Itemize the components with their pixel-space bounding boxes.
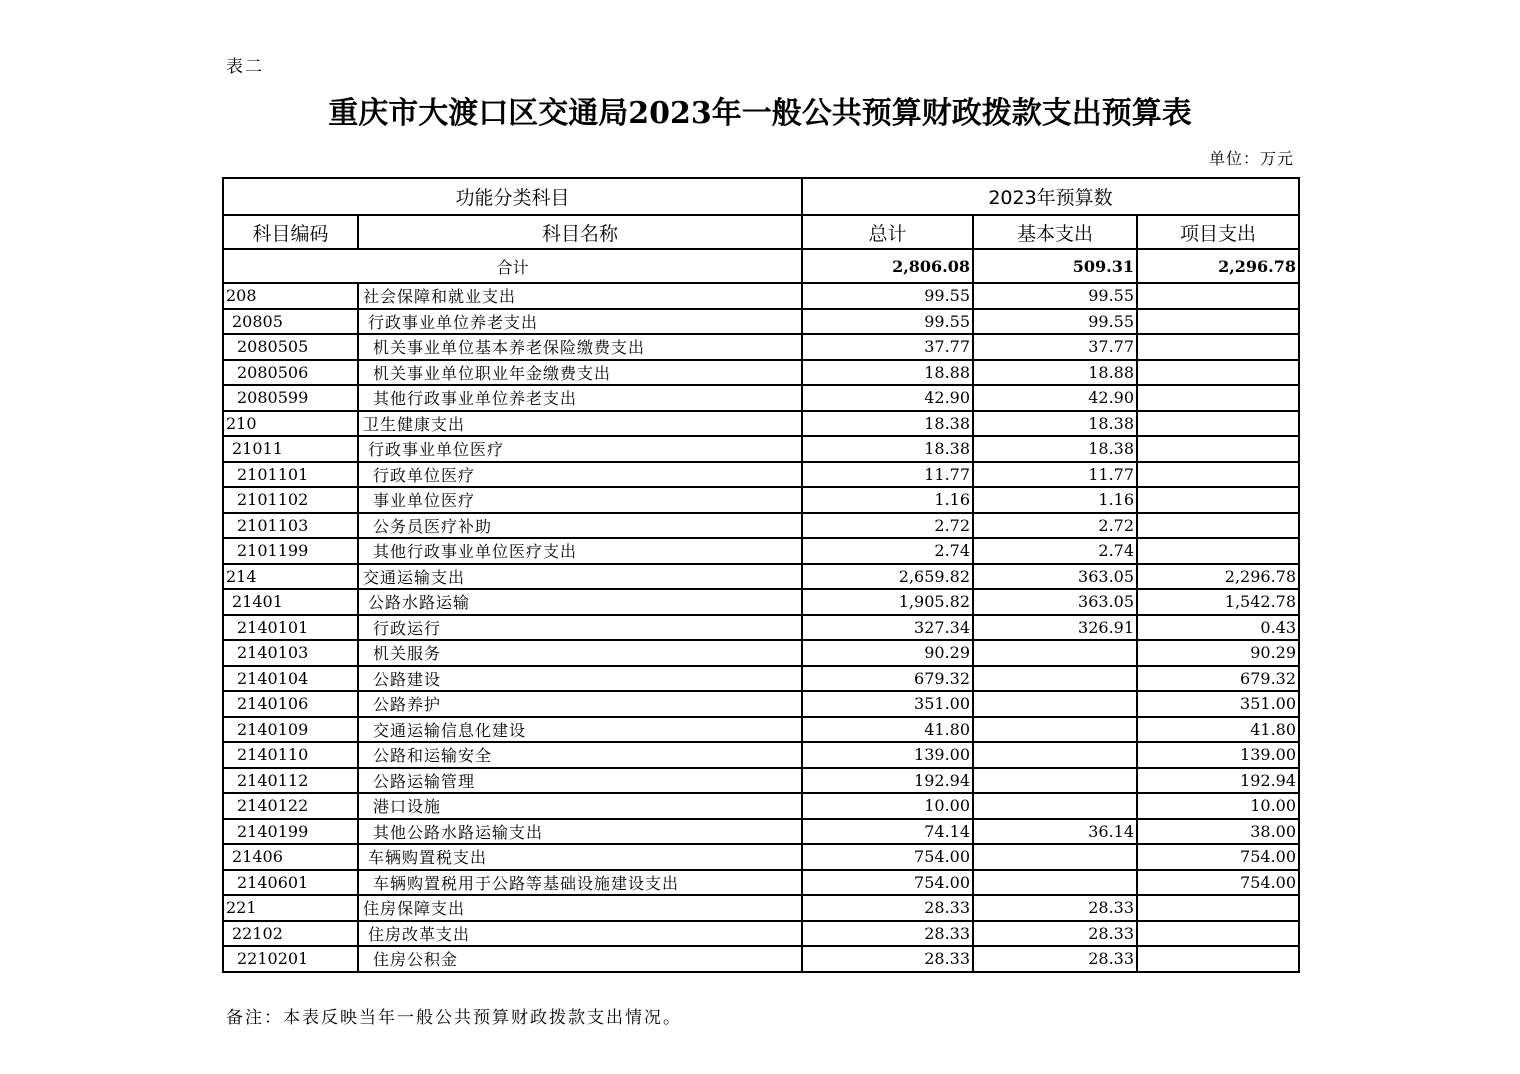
subject-name-cell: 机关事业单位职业年金缴费支出 [358, 360, 802, 386]
total-project: 2,296.78 [1137, 249, 1299, 283]
total-cell: 10.00 [802, 793, 973, 819]
subject-code-cell: 2140110 [223, 742, 358, 768]
table-row [223, 615, 1299, 641]
total-cell: 28.33 [802, 946, 973, 972]
subject-name-cell: 其他公路水路运输支出 [358, 819, 802, 845]
unit-label: 单位：万元 [1208, 149, 1294, 168]
basic-expenditure-cell: 326.91 [973, 615, 1137, 641]
basic-expenditure-cell: 363.05 [973, 564, 1137, 590]
subject-name-cell: 交通运输信息化建设 [358, 717, 802, 743]
header-basic-expenditure: 基本支出 [973, 215, 1137, 249]
basic-expenditure-cell [973, 640, 1137, 666]
project-expenditure-cell [1137, 360, 1299, 386]
subject-name-cell: 交通运输支出 [358, 564, 802, 590]
subject-name-cell: 车辆购置税支出 [358, 844, 802, 870]
total-cell: 2,659.82 [802, 564, 973, 590]
table-row [223, 844, 1299, 870]
basic-expenditure-cell: 2.72 [973, 513, 1137, 539]
subject-code-cell: 21406 [223, 844, 358, 870]
subject-code-cell: 22102 [223, 921, 358, 947]
subject-code-cell: 2140112 [223, 768, 358, 794]
header-total: 总计 [802, 215, 973, 249]
table-row [223, 538, 1299, 564]
project-expenditure-cell: 754.00 [1137, 870, 1299, 896]
total-cell: 90.29 [802, 640, 973, 666]
project-expenditure-cell [1137, 513, 1299, 539]
subject-name-cell: 行政运行 [358, 615, 802, 641]
subject-name-cell: 公务员医疗补助 [358, 513, 802, 539]
total-cell: 192.94 [802, 768, 973, 794]
subject-name-cell: 机关服务 [358, 640, 802, 666]
subject-name-cell: 行政事业单位养老支出 [358, 309, 802, 335]
header-subject-name: 科目名称 [358, 215, 802, 249]
table-row [223, 334, 1299, 360]
project-expenditure-cell [1137, 895, 1299, 921]
header-column-row [223, 215, 1299, 249]
project-expenditure-cell [1137, 436, 1299, 462]
total-basic: 509.31 [973, 249, 1137, 283]
table-row [223, 870, 1299, 896]
basic-expenditure-cell [973, 870, 1137, 896]
subject-name-cell: 其他行政事业单位养老支出 [358, 385, 802, 411]
total-row [223, 249, 1299, 283]
project-expenditure-cell [1137, 309, 1299, 335]
project-expenditure-cell: 139.00 [1137, 742, 1299, 768]
subject-code-cell: 208 [223, 283, 358, 309]
table-row [223, 768, 1299, 794]
table-row [223, 411, 1299, 437]
subject-name-cell: 车辆购置税用于公路等基础设施建设支出 [358, 870, 802, 896]
table-row [223, 385, 1299, 411]
total-cell: 18.38 [802, 436, 973, 462]
table-row [223, 589, 1299, 615]
header-group-row [223, 178, 1299, 215]
table-row [223, 462, 1299, 488]
total-cell: 327.34 [802, 615, 973, 641]
project-expenditure-cell [1137, 385, 1299, 411]
basic-expenditure-cell [973, 844, 1137, 870]
basic-expenditure-cell: 37.77 [973, 334, 1137, 360]
project-expenditure-cell: 0.43 [1137, 615, 1299, 641]
basic-expenditure-cell [973, 717, 1137, 743]
project-expenditure-cell [1137, 334, 1299, 360]
subject-code-cell: 221 [223, 895, 358, 921]
subject-code-cell: 2140199 [223, 819, 358, 845]
table-row [223, 895, 1299, 921]
total-cell: 41.80 [802, 717, 973, 743]
total-cell: 18.38 [802, 411, 973, 437]
total-cell: 28.33 [802, 921, 973, 947]
total-cell: 1,905.82 [802, 589, 973, 615]
table-row [223, 921, 1299, 947]
table-row [223, 487, 1299, 513]
subject-name-cell: 公路水路运输 [358, 589, 802, 615]
table-row [223, 436, 1299, 462]
project-expenditure-cell [1137, 538, 1299, 564]
table-row [223, 309, 1299, 335]
subject-name-cell: 住房公积金 [358, 946, 802, 972]
page-title: 重庆市大渡口区交通局2023年一般公共预算财政拨款支出预算表 [328, 96, 1192, 131]
basic-expenditure-cell [973, 691, 1137, 717]
basic-expenditure-cell [973, 793, 1137, 819]
basic-expenditure-cell: 18.38 [973, 411, 1137, 437]
total-cell: 351.00 [802, 691, 973, 717]
table-row [223, 513, 1299, 539]
subject-code-cell: 2101199 [223, 538, 358, 564]
total-cell: 1.16 [802, 487, 973, 513]
table-row [223, 742, 1299, 768]
project-expenditure-cell: 10.00 [1137, 793, 1299, 819]
total-cell: 754.00 [802, 844, 973, 870]
footnote: 备注：本表反映当年一般公共预算财政拨款支出情况。 [226, 1008, 682, 1028]
subject-name-cell: 机关事业单位基本养老保险缴费支出 [358, 334, 802, 360]
project-expenditure-cell: 1,542.78 [1137, 589, 1299, 615]
basic-expenditure-cell: 42.90 [973, 385, 1137, 411]
subject-code-cell: 2101101 [223, 462, 358, 488]
total-cell: 28.33 [802, 895, 973, 921]
subject-code-cell: 21011 [223, 436, 358, 462]
subject-name-cell: 社会保障和就业支出 [358, 283, 802, 309]
total-cell: 139.00 [802, 742, 973, 768]
table-row [223, 564, 1299, 590]
subject-code-cell: 21401 [223, 589, 358, 615]
basic-expenditure-cell [973, 742, 1137, 768]
subject-code-cell: 2140103 [223, 640, 358, 666]
table-row [223, 793, 1299, 819]
total-cell: 11.77 [802, 462, 973, 488]
table-row [223, 691, 1299, 717]
project-expenditure-cell [1137, 462, 1299, 488]
total-cell: 42.90 [802, 385, 973, 411]
total-label: 合计 [223, 249, 802, 283]
table-number: 表二 [226, 57, 264, 77]
basic-expenditure-cell: 2.74 [973, 538, 1137, 564]
subject-code-cell: 214 [223, 564, 358, 590]
total-cell: 18.88 [802, 360, 973, 386]
subject-code-cell: 2210201 [223, 946, 358, 972]
subject-code-cell: 2140122 [223, 793, 358, 819]
subject-name-cell: 行政单位医疗 [358, 462, 802, 488]
project-expenditure-cell: 41.80 [1137, 717, 1299, 743]
project-expenditure-cell: 351.00 [1137, 691, 1299, 717]
basic-expenditure-cell: 99.55 [973, 309, 1137, 335]
subject-code-cell: 2140101 [223, 615, 358, 641]
subject-code-cell: 2080506 [223, 360, 358, 386]
table-row [223, 819, 1299, 845]
table-row [223, 666, 1299, 692]
project-expenditure-cell: 679.32 [1137, 666, 1299, 692]
subject-name-cell: 公路建设 [358, 666, 802, 692]
table-row [223, 360, 1299, 386]
subject-name-cell: 卫生健康支出 [358, 411, 802, 437]
subject-name-cell: 公路运输管理 [358, 768, 802, 794]
total-cell: 679.32 [802, 666, 973, 692]
total-cell: 754.00 [802, 870, 973, 896]
subject-name-cell: 事业单位医疗 [358, 487, 802, 513]
subject-name-cell: 公路和运输安全 [358, 742, 802, 768]
project-expenditure-cell [1137, 946, 1299, 972]
total-cell: 37.77 [802, 334, 973, 360]
basic-expenditure-cell: 28.33 [973, 921, 1137, 947]
total-cell: 2.72 [802, 513, 973, 539]
project-expenditure-cell [1137, 487, 1299, 513]
total-cell: 99.55 [802, 283, 973, 309]
project-expenditure-cell [1137, 921, 1299, 947]
table-row [223, 640, 1299, 666]
subject-code-cell: 2140106 [223, 691, 358, 717]
project-expenditure-cell: 38.00 [1137, 819, 1299, 845]
table-row [223, 283, 1299, 309]
basic-expenditure-cell: 363.05 [973, 589, 1137, 615]
project-expenditure-cell: 90.29 [1137, 640, 1299, 666]
basic-expenditure-cell: 36.14 [973, 819, 1137, 845]
header-subject-code: 科目编码 [223, 215, 358, 249]
basic-expenditure-cell: 28.33 [973, 946, 1137, 972]
basic-expenditure-cell: 28.33 [973, 895, 1137, 921]
basic-expenditure-cell [973, 666, 1137, 692]
table-row [223, 717, 1299, 743]
header-budget-2023: 2023年预算数 [802, 178, 1299, 215]
basic-expenditure-cell: 18.38 [973, 436, 1137, 462]
table-row [223, 946, 1299, 972]
project-expenditure-cell: 192.94 [1137, 768, 1299, 794]
subject-code-cell: 2140601 [223, 870, 358, 896]
basic-expenditure-cell: 18.88 [973, 360, 1137, 386]
project-expenditure-cell: 2,296.78 [1137, 564, 1299, 590]
subject-code-cell: 2140109 [223, 717, 358, 743]
subject-code-cell: 2140104 [223, 666, 358, 692]
total-cell: 74.14 [802, 819, 973, 845]
header-functional-classification: 功能分类科目 [223, 178, 802, 215]
total-cell: 2.74 [802, 538, 973, 564]
subject-name-cell: 行政事业单位医疗 [358, 436, 802, 462]
subject-code-cell: 2080505 [223, 334, 358, 360]
subject-name-cell: 公路养护 [358, 691, 802, 717]
subject-code-cell: 210 [223, 411, 358, 437]
subject-code-cell: 20805 [223, 309, 358, 335]
subject-code-cell: 2101103 [223, 513, 358, 539]
basic-expenditure-cell: 1.16 [973, 487, 1137, 513]
budget-table [222, 177, 1300, 973]
header-project-expenditure: 项目支出 [1137, 215, 1299, 249]
total-sum: 2,806.08 [802, 249, 973, 283]
total-cell: 99.55 [802, 309, 973, 335]
subject-name-cell: 住房保障支出 [358, 895, 802, 921]
project-expenditure-cell: 754.00 [1137, 844, 1299, 870]
subject-name-cell: 住房改革支出 [358, 921, 802, 947]
subject-name-cell: 港口设施 [358, 793, 802, 819]
subject-code-cell: 2080599 [223, 385, 358, 411]
project-expenditure-cell [1137, 283, 1299, 309]
basic-expenditure-cell: 99.55 [973, 283, 1137, 309]
subject-code-cell: 2101102 [223, 487, 358, 513]
subject-name-cell: 其他行政事业单位医疗支出 [358, 538, 802, 564]
basic-expenditure-cell [973, 768, 1137, 794]
project-expenditure-cell [1137, 411, 1299, 437]
basic-expenditure-cell: 11.77 [973, 462, 1137, 488]
